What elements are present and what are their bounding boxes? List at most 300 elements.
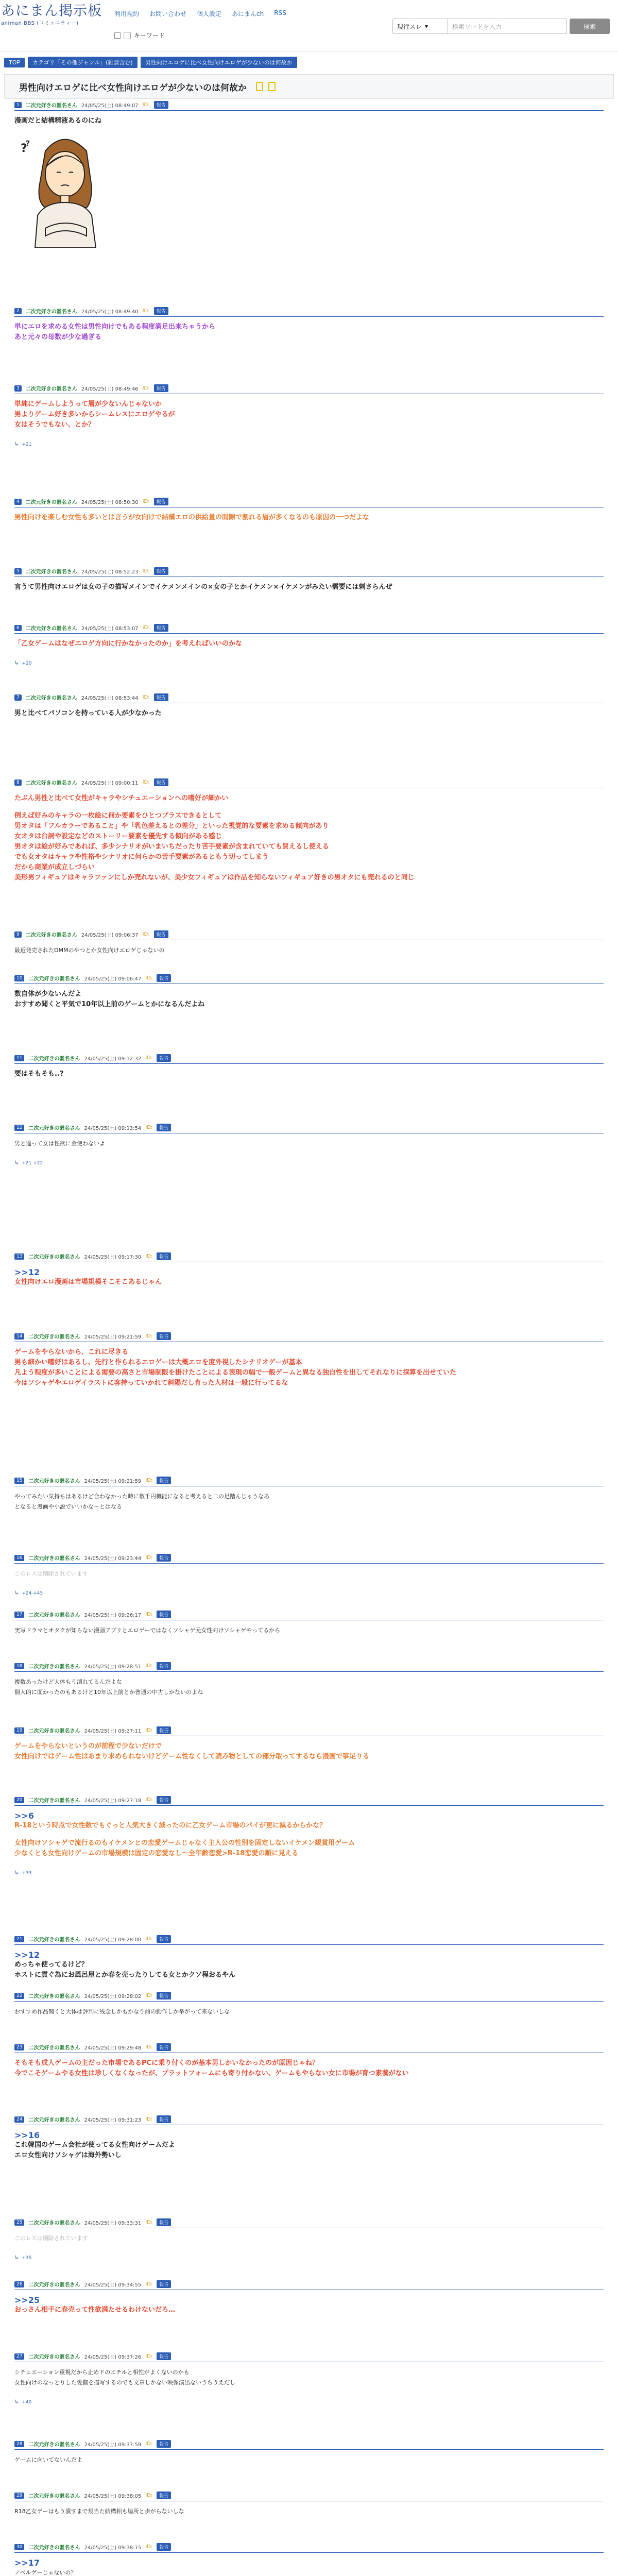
post-id[interactable]: ID:	[145, 1993, 153, 1998]
report-button[interactable]: 報告	[154, 778, 168, 786]
post-text-line: 女性向けソシャゲで流行るのもイケメンとの恋愛ゲームじゃなく主人公の性別を固定しないイケメン観賞用ゲーム	[14, 1839, 355, 1847]
post-header	[14, 622, 604, 634]
post-text-line: やってみたい気持ちはあるけど合わなかった時に数千円機能になると考えると二の足踏んじゃうなあ	[14, 1493, 269, 1500]
post-text-line	[14, 1831, 604, 1838]
reply-anchor-list[interactable]: +21 +22	[22, 1160, 43, 1166]
post-text-line: 少なくとも女性向けゲームの市場規模は固定の恋愛なし〜全年齢恋愛>R-18恋愛の順に見える	[14, 1850, 299, 1857]
post-number[interactable]: 8	[14, 779, 22, 786]
post-text-line: 男よりゲーム好き多いからシームレスにエロゲやるが	[14, 411, 175, 418]
breadcrumb-top[interactable]: TOP	[4, 58, 25, 67]
report-button[interactable]: 報告	[157, 2492, 171, 2499]
post-text-line: 男オタは絵が好みであれば、多少シナリオがいまいちだったり苦手要素が含まれていても買えるし使える	[14, 843, 329, 851]
post-text-line: となると漫画や小説でいいかな〜とはなる	[14, 1503, 122, 1510]
post-number[interactable]: 21	[14, 1936, 24, 1942]
post-header	[14, 565, 604, 577]
post-header	[14, 1794, 604, 1806]
post-number[interactable]: 25	[14, 2219, 24, 2226]
post-body	[14, 1069, 604, 1079]
post-id[interactable]: ID:	[145, 1555, 153, 1561]
search-input[interactable]: 検索ワードを入力	[448, 19, 566, 34]
post-id[interactable]: ID:	[145, 1936, 153, 1942]
post-id[interactable]: ID:	[142, 779, 150, 785]
reply-arrow-icon: ↳	[14, 660, 19, 666]
post	[0, 2216, 618, 2261]
post-id[interactable]: ID:	[145, 1797, 153, 1803]
post-id[interactable]: ID:	[145, 2353, 153, 2359]
report-button[interactable]: 報告	[157, 2043, 171, 2051]
post-text-line: R18乙女ゲーはもう潰すまで規当た結構相も場所と歩がらないしな	[14, 2508, 184, 2515]
post-body	[14, 2233, 604, 2261]
post-text-line: おすすめ聞くと平気で10年以上前のゲームとかになるんだよね	[14, 1001, 205, 1008]
post-author: 二次元好きの匿名さん	[25, 386, 77, 392]
top-nav	[114, 9, 286, 18]
nav-terms[interactable]: 利用規約	[114, 10, 140, 18]
post-number[interactable]: 23	[14, 2044, 24, 2050]
post-text-line: たぶん男性と比べて女性がキャラやシチュエーションへの嗜好が細かい	[14, 794, 229, 802]
post-body	[14, 945, 604, 956]
post-author: 二次元好きの匿名さん	[28, 2442, 80, 2448]
post-author: 二次元好きの匿名さん	[28, 2354, 80, 2360]
report-button[interactable]: 報告	[157, 2218, 171, 2226]
post-id[interactable]: ID:	[145, 1055, 153, 1061]
report-button[interactable]: 報告	[157, 1332, 171, 1340]
post-id[interactable]: ID:	[145, 2281, 153, 2287]
post-body	[14, 1811, 604, 1876]
post-number[interactable]: 4	[14, 499, 22, 505]
post	[0, 496, 618, 523]
post-text-line: ゲームをやらないというのが前程で少ないだけで	[14, 1742, 162, 1750]
post-header	[14, 1330, 604, 1342]
post-author: 二次元好きの匿名さん	[28, 1556, 80, 1562]
post-header	[14, 2350, 604, 2362]
post-divider	[14, 110, 604, 111]
post-date: 24/05/25(土) 08:50:30	[81, 500, 139, 505]
post-date: 24/05/25(土) 09:33:31	[84, 2221, 142, 2226]
post-id[interactable]: ID:	[142, 694, 150, 700]
keyword-checkbox[interactable]	[114, 32, 121, 39]
post-text-line: これ韓国のゲーム会社が使ってる女性向けゲームだよ	[14, 2141, 176, 2149]
post-author: 二次元好きの匿名さん	[28, 1937, 80, 1943]
report-button[interactable]: 報告	[157, 1992, 171, 1999]
report-button[interactable]: 報告	[154, 693, 168, 701]
post-body	[14, 1950, 604, 1980]
post-id[interactable]: ID:	[142, 625, 150, 631]
report-button[interactable]: 報告	[157, 2543, 171, 2551]
post-author: 二次元好きの匿名さん	[25, 569, 77, 575]
reply-anchor-list[interactable]: +21	[22, 442, 32, 447]
post-number[interactable]: 2	[14, 308, 22, 314]
reply-anchor-link[interactable]: >>12	[14, 1950, 40, 1960]
post-text-line: 女性向けのなっとりした愛撫を描写するのでも文章しかない映像演出ないうちうえだし	[14, 2379, 235, 2386]
reply-arrow-icon: ↳	[14, 1870, 19, 1876]
post-header	[14, 2438, 604, 2450]
post-id[interactable]: ID:	[142, 568, 150, 574]
post-divider	[14, 1671, 604, 1672]
keyword-label[interactable]: キーワード	[134, 32, 165, 39]
post-id[interactable]: ID:	[145, 1333, 153, 1339]
post-number[interactable]: 10	[14, 975, 24, 981]
post-number[interactable]: 3	[14, 385, 22, 392]
post	[0, 1660, 618, 1698]
reply-anchors[interactable]	[14, 1590, 604, 1596]
post-body	[14, 2130, 604, 2161]
post	[0, 1933, 618, 1980]
post-body	[14, 1677, 604, 1698]
post-author: 二次元好きの匿名さん	[28, 2221, 80, 2226]
post	[0, 1990, 618, 2017]
post-number[interactable]: 22	[14, 1993, 24, 1999]
post-number[interactable]: 19	[14, 1727, 24, 1734]
nav-animanch[interactable]: あにまんch	[232, 10, 264, 18]
post-id[interactable]: ID:	[142, 499, 150, 504]
search-area	[392, 19, 610, 34]
post-author: 二次元好きの匿名さん	[28, 2045, 80, 2051]
post-body	[14, 1492, 604, 1512]
post-date: 24/05/25(土) 09:34:55	[84, 2282, 142, 2288]
post-author: 二次元好きの匿名さん	[25, 309, 77, 315]
post-text-line: 美形男フィギュアはキャラファンにしか売れないが、美少女フィギュアは作品を知らないフィギュア好きの男オタにも売れるのと同じ	[14, 874, 415, 882]
reply-anchors[interactable]	[14, 442, 604, 447]
reply-anchor-list[interactable]: +35	[22, 2255, 32, 2261]
post-header	[14, 2216, 604, 2228]
reply-anchors[interactable]	[14, 1870, 604, 1876]
post-author: 二次元好きの匿名さん	[28, 1255, 80, 1260]
report-button[interactable]: 報告	[154, 930, 168, 938]
post	[0, 2489, 618, 2517]
post-id[interactable]: ID:	[145, 1663, 153, 1669]
post-date: 24/05/25(土) 08:49:46	[81, 386, 139, 392]
post-divider	[14, 633, 604, 634]
post-text-line: 要はそもそも..?	[14, 1070, 64, 1078]
post-number[interactable]: 20	[14, 1797, 24, 1803]
post-id[interactable]: ID:	[142, 385, 150, 391]
post-text-line: 凡よう程度が多いことによる需要の高さと市場制限を掛けたことによる表現の幅で一般ゲームと異なる独自性を出してそれなりに採算を出せていた	[14, 1369, 457, 1377]
reply-arrow-icon: ↳	[14, 1160, 19, 1166]
post-author: 二次元好きの匿名さん	[28, 1728, 80, 1734]
post-date: 24/05/25(土) 09:27:18	[84, 1798, 142, 1804]
post-date: 24/05/25(土) 09:37:26	[84, 2354, 142, 2360]
site-logo[interactable]	[1, 3, 109, 26]
post-body	[14, 1267, 604, 1287]
post-header	[14, 1250, 604, 1262]
reply-anchor-link[interactable]: >>12	[14, 1267, 40, 1277]
post-body	[14, 1569, 604, 1596]
post	[0, 2278, 618, 2315]
post-text-line: 今はソシャゲやエロゲイラストに客持っていかれて斜陽だし育った人材は一般に行ってるな	[14, 1379, 288, 1387]
post-date: 24/05/25(土) 08:49:07	[81, 103, 139, 109]
post-number[interactable]: 13	[14, 1253, 24, 1260]
post-id[interactable]: ID:	[142, 102, 150, 108]
post-body	[14, 2058, 604, 2079]
post-text-line: だから商業が成立しづらい	[14, 863, 95, 871]
post-number[interactable]: 30	[14, 2544, 24, 2550]
report-button[interactable]: 報告	[157, 1124, 171, 1131]
post-number[interactable]: 7	[14, 694, 22, 701]
post	[0, 1330, 618, 1388]
reply-anchor-link[interactable]: >>17	[14, 2558, 40, 2568]
reply-anchor-list[interactable]: +33	[22, 1870, 32, 1876]
reply-anchor-list[interactable]: +24 +45	[22, 1590, 43, 1596]
post-id[interactable]: ID:	[142, 308, 150, 314]
reply-anchors[interactable]	[14, 2399, 604, 2405]
report-button[interactable]: 報告	[157, 1935, 171, 1943]
post-text-line: 今でこそゲームやる女性は珍しくなくなったが、プラットフォームにも寄り付かない、ゲームもやらない女に市場が育つ素養がない	[14, 2070, 409, 2077]
post	[0, 2438, 618, 2465]
bookmark-icon[interactable]	[256, 82, 263, 91]
post-divider	[14, 2449, 604, 2450]
post-text-line: ノベルゲーじゃないの？	[14, 2569, 77, 2576]
post-id[interactable]: ID:	[145, 2219, 153, 2225]
chevron-down-icon: ▾	[425, 23, 428, 30]
post-date: 24/05/25(土) 09:26:17	[84, 1613, 142, 1618]
report-button[interactable]: 報告	[157, 1054, 171, 1062]
post-number[interactable]: 6	[14, 625, 22, 631]
title-icons	[256, 82, 276, 91]
post-number[interactable]: 1	[14, 102, 22, 108]
post-id[interactable]: ID:	[145, 2044, 153, 2050]
report-button[interactable]: 報告	[154, 624, 168, 632]
post-text-line: そもそも成人ゲームの主だった市場であるPCに乗り付くのが基本男しかいなかったのが原因じゃね？	[14, 2059, 319, 2067]
post-header	[14, 1660, 604, 1672]
post-number[interactable]: 12	[14, 1125, 24, 1131]
post-text-line: 「乙女ゲームはなぜエロゲ方向に行かなかったのか」を考えればいいのかな	[14, 640, 243, 648]
post-text-line: 女はそうでもない、とか？	[14, 421, 95, 429]
post-body	[14, 399, 604, 447]
post-author: 二次元好きの匿名さん	[28, 1334, 80, 1340]
report-button[interactable]: 報告	[157, 1662, 171, 1670]
post-date: 24/05/25(土) 09:38:15	[84, 2545, 142, 2551]
post	[0, 99, 618, 250]
post-header	[14, 2278, 604, 2290]
post-date: 24/05/25(土) 09:29:48	[84, 2045, 142, 2051]
post-number[interactable]: 26	[14, 2281, 24, 2287]
post-number[interactable]: 5	[14, 568, 22, 574]
report-button[interactable]: 報告	[157, 1726, 171, 1734]
post-body	[14, 708, 604, 719]
reply-arrow-icon: ↳	[14, 2255, 19, 2261]
post-id[interactable]: ID:	[145, 1478, 153, 1483]
post-number[interactable]: 15	[14, 1478, 24, 1484]
post-number[interactable]: 28	[14, 2441, 24, 2447]
reply-anchors[interactable]	[14, 660, 604, 666]
report-button[interactable]: 報告	[154, 498, 168, 505]
post-author: 二次元好きの匿名さん	[28, 1126, 80, 1131]
post-text-line: 単純にゲームしようって層が少ないんじゃないか	[14, 400, 162, 408]
post-id[interactable]: ID:	[145, 2493, 153, 2498]
post-author: 二次元好きの匿名さん	[28, 2117, 80, 2123]
post-header	[14, 928, 604, 940]
post-body	[14, 639, 604, 666]
post-date: 24/05/25(土) 08:53:44	[81, 696, 139, 701]
reply-anchors[interactable]	[14, 1160, 604, 1166]
post-id[interactable]: ID:	[145, 1253, 153, 1259]
post-id[interactable]: ID:	[142, 931, 150, 937]
post-text-line: あと元々の母数が少な過ぎる	[14, 333, 102, 341]
post-text-line: 例えば好みのキャラの一枚絵に何か要素をひとつプラスできるとして	[14, 812, 222, 820]
report-button[interactable]: 報告	[157, 974, 171, 982]
post-header	[14, 776, 604, 788]
search-scope-value: 現行スレ	[397, 23, 422, 30]
reply-anchor-list[interactable]: +20	[22, 660, 32, 666]
post-id[interactable]: ID:	[145, 1612, 153, 1617]
post-author: 二次元好きの匿名さん	[28, 1798, 80, 1804]
post	[0, 691, 618, 719]
post-text-line: 個人的に面かったのもあるけど10年以上前とか普通の中古しかないのよね	[14, 1689, 203, 1696]
post-date: 24/05/25(土) 09:06:37	[81, 933, 139, 938]
post-id[interactable]: ID:	[145, 1727, 153, 1733]
report-button[interactable]: 報告	[157, 2115, 171, 2123]
report-button[interactable]: 報告	[157, 2440, 171, 2448]
keyword-row	[114, 31, 165, 40]
reply-anchor-list[interactable]: +40	[22, 2399, 32, 2405]
reply-arrow-icon: ↳	[14, 1590, 19, 1596]
report-button[interactable]: 報告	[154, 384, 168, 392]
report-button[interactable]: 報告	[154, 567, 168, 575]
reply-arrow-icon: ↳	[14, 442, 19, 447]
report-button[interactable]: 報告	[157, 1611, 171, 1618]
search-scope-select[interactable]	[392, 19, 448, 34]
post-text-line: 女オタは台詞や設定などのストーリー要素を優先する傾向がある感じ	[14, 833, 222, 840]
post-divider	[14, 1563, 604, 1564]
post-date: 24/05/25(土) 09:00:11	[81, 781, 139, 786]
post-text-line: でも女オタはキャラや性格やシナリオに何らかの苦手要素があるともう切ってしまう	[14, 853, 269, 861]
report-button[interactable]: 報告	[157, 1252, 171, 1260]
post-text-line	[14, 804, 604, 811]
post-number[interactable]: 29	[14, 2493, 24, 2499]
post-header	[14, 2489, 604, 2501]
post-body	[14, 513, 604, 523]
search-button[interactable]: 検索	[570, 19, 610, 34]
post	[0, 2350, 618, 2405]
post-author: 二次元好きの匿名さん	[25, 933, 77, 938]
post-date: 24/05/25(土) 09:06:47	[84, 976, 142, 982]
post-body	[14, 582, 604, 592]
reply-arrow-icon: ↳	[14, 2399, 19, 2405]
post-number[interactable]: 18	[14, 1663, 24, 1669]
post-id[interactable]: ID:	[145, 2441, 153, 2447]
post-author: 二次元好きの匿名さん	[28, 1056, 80, 1062]
post-body	[14, 793, 604, 883]
report-button[interactable]: 報告	[157, 1554, 171, 1562]
post-date: 24/05/25(土) 09:12:32	[84, 1056, 142, 1062]
post-body	[14, 322, 604, 343]
post-text-line: R-18という時点で女性数でもぐっと人気大きく減ったのに乙女ゲーム市場のパイが更に減るからかな？	[14, 1822, 327, 1829]
post	[0, 2113, 618, 2161]
post-header	[14, 1724, 604, 1736]
post-author: 二次元好きの匿名さん	[28, 2494, 80, 2499]
post-date: 24/05/25(土) 09:31:23	[84, 2117, 142, 2123]
post-date: 24/05/25(土) 09:21:59	[84, 1334, 142, 1340]
logo-subtitle: animan BBS (コミュニティー)	[1, 21, 79, 26]
post-header	[14, 99, 604, 111]
post-text-line: 女性向けではゲーム性はあまり求められないけどゲーム性なくして読み物としての部分取ってするなら漫画で事足りる	[14, 1753, 370, 1760]
post-divider	[14, 2552, 604, 2553]
post-id[interactable]: ID:	[145, 2544, 153, 2550]
post-author: 二次元好きの匿名さん	[28, 2282, 80, 2288]
post-body	[14, 2367, 604, 2405]
post-author: 二次元好きの匿名さん	[28, 1613, 80, 1618]
post-text-line: 複数あったけど大体もう潰れてるんだよな	[14, 1679, 122, 1685]
post-text-line: 実写ドラマとオタクが知らない漫画アプリとエロゲーではなくソシャゲ元女性向けソシャゲやってるから	[14, 1627, 281, 1634]
post-number[interactable]: 11	[14, 1055, 24, 1061]
post	[0, 1475, 618, 1512]
post	[0, 305, 618, 343]
post-text-line: 漫画だと結構精液あるのにね	[14, 117, 102, 125]
reply-anchor-link[interactable]: >>25	[14, 2295, 40, 2305]
post-body	[14, 116, 604, 250]
post-number[interactable]: 14	[14, 1333, 24, 1340]
post-id[interactable]: ID:	[145, 2116, 153, 2122]
report-button[interactable]: 報告	[157, 2352, 171, 2360]
post-divider	[14, 1063, 604, 1064]
post-date: 24/05/25(土) 08:52:23	[81, 569, 139, 575]
post-text-line: このレスは削除されています	[14, 1570, 88, 1577]
report-button[interactable]: 報告	[157, 2280, 171, 2288]
post-date: 24/05/25(土) 09:28:00	[84, 1937, 142, 1943]
post-text-line: シチュエーション重視だから止めドのエチルと相性がよくないのかも	[14, 2369, 190, 2376]
post	[0, 382, 618, 447]
post-number[interactable]: 16	[14, 1555, 24, 1561]
post	[0, 2041, 618, 2079]
post-id[interactable]: ID:	[145, 1125, 153, 1130]
thread-title: 男性向けエロゲに比べ女性向けエロゲが少ないのは何故か	[19, 82, 247, 93]
nav-contact[interactable]: お問い合わせ	[149, 10, 187, 18]
post-body	[14, 2558, 604, 2576]
post-header	[14, 1608, 604, 1620]
post-number[interactable]: 9	[14, 931, 22, 938]
post-number[interactable]: 27	[14, 2353, 24, 2360]
reply-anchor-link[interactable]: >>16	[14, 2130, 40, 2140]
post-header	[14, 496, 604, 507]
post-author: 二次元好きの匿名さん	[28, 2545, 80, 2551]
post-body	[14, 2007, 604, 2017]
reply-anchors[interactable]	[14, 2255, 604, 2261]
post-text-line: 男と違って女は性欲に金使わないよ	[14, 1140, 105, 1147]
post-text-line: 数自体が少ないんだよ	[14, 990, 82, 998]
post-divider	[14, 2001, 604, 2002]
report-button[interactable]: 報告	[154, 307, 168, 315]
logo-text[interactable]: あにまん掲示板	[1, 3, 102, 19]
thread-title-bar	[4, 74, 614, 99]
post-id[interactable]: ID:	[145, 975, 153, 981]
post	[0, 928, 618, 956]
post-text-line: ゲームをやらないから、これに尽きる	[14, 1348, 129, 1356]
report-button[interactable]: 報告	[157, 1796, 171, 1804]
post-author: 二次元好きの匿名さん	[28, 976, 80, 982]
post-text-line: 男オタは「フルカラーであること」や「乳色差えるとの差分」といった視覚的な要素を求める傾向があり	[14, 822, 329, 830]
post-text-line: おっさん相手に春売って性欲満たせるわけないだろ…	[14, 2306, 176, 2314]
post-number[interactable]: 17	[14, 1612, 24, 1618]
nav-rss[interactable]: RSS	[274, 9, 286, 16]
copy-icon[interactable]	[268, 82, 276, 91]
post-header	[14, 2541, 604, 2553]
breadcrumb-thread[interactable]: 男性向けエロゲに比べ女性向けエロゲが少ないのは何故か	[141, 57, 297, 68]
post	[0, 2541, 618, 2576]
keyword-icon	[124, 32, 131, 39]
report-button[interactable]: 報告	[154, 101, 168, 109]
post-image[interactable]	[14, 130, 115, 248]
post-author: 二次元好きの匿名さん	[28, 1994, 80, 1999]
post	[0, 1052, 618, 1079]
post-author: 二次元好きの匿名さん	[25, 696, 77, 701]
reply-anchor-link[interactable]: >>6	[14, 1811, 34, 1821]
post-date: 24/05/25(土) 09:17:30	[84, 1255, 142, 1260]
nav-settings[interactable]: 個人設定	[197, 10, 222, 18]
post-number[interactable]: 24	[14, 2116, 24, 2123]
breadcrumb-category[interactable]: カテゴリ「その他ジャンル」(雑談含む)	[28, 57, 138, 68]
report-button[interactable]: 報告	[157, 1477, 171, 1484]
svg-text:?: ?	[21, 142, 27, 155]
